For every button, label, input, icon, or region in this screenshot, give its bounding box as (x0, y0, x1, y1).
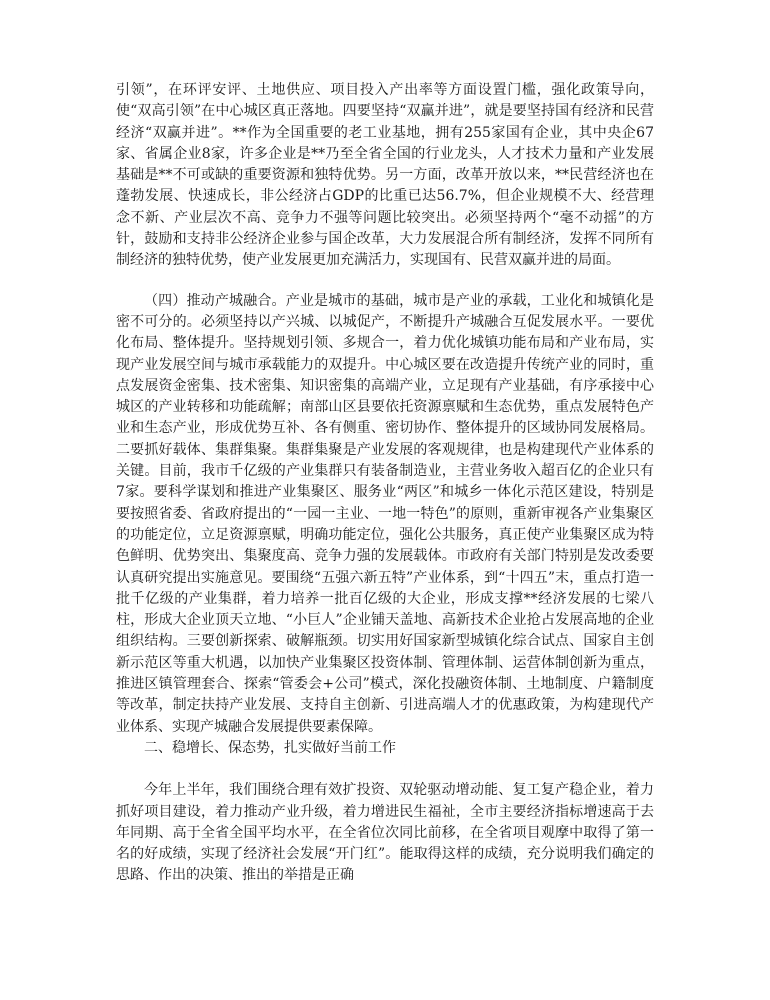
body-paragraph-3: 今年上半年，我们围绕合理有效扩投资、双轮驱动增动能、复工复产稳企业，着力抓好项目建设，着力推动产业升级，着力增进民生福祉，全市主要经济指标增速高于去年同期、高于全省全国平均水平，在全省位次同比前移，在全省项目观摩中取得了第一名的好成绩，实现了经济社会发展“开门红”。能取得这样的成绩，充分说明我们确定的思路、作出的决策、推出的举措是正确 (116, 782, 654, 884)
body-paragraph-1: 引领”，在环评安评、土地供应、项目投入产出率等方面设置门槛，强化政策导向，使“双高引领”在中心城区真正落地。四要坚持“双赢并进”，就是要坚持国有经济和民营经济“双赢并进”。**作为全国重要的老工业基地，拥有255家国有企业，其中央企67家、省属企业8家，许多企业是**乃至全省全国的行业龙头，人才技术力量和产业发展基础是**不可或缺的重要资源和独特优势。另一方面，改革开放以来，**民营经济也在蓬勃发展、快速成长，非公经济占GDP的比重已达56.7%，但企业规模不大、经营理念不新、产业层次不高、竞争力不强等问题比较突出。必须坚持两个“毫不动摇”的方针，鼓励和支持非公经济企业参与国企改革，大力发展混合所有制经济，发挥不同所有制经济的独特优势，使产业发展更加充满活力，实现国有、民营双赢并进的局面。 (116, 82, 654, 269)
document-page (116, 80, 654, 887)
section-heading: 二、稳增长、保态势，扎实做好当前工作 (144, 739, 396, 756)
body-paragraph-2: （四）推动产城融合。产业是城市的基础，城市是产业的承载，工业化和城镇化是密不可分的。必须坚持以产兴城、以城促产，不断提升产城融合互促发展水平。一要优化布局、整体提升。坚持规划引领、多规合一，着力优化城镇功能布局和产业布局，实现产业发展空间与城市承载能力的双提升。中心城区要在改造提升传统产业的同时，重点发展资金密集、技术密集、知识密集的高端产业，立足现有产业基础，有序承接中心城区的产业转移和功能疏解；南部山区县要依托资源禀赋和生态优势，重点发展特色产业和生态产业，形成优势互补、各有侧重、密切协作、整体提升的区域协同发展格局。二要抓好载体、集群集聚。集群集聚是产业发展的客观规律，也是构建现代产业体系的关键。目前，我市千亿级的产业集群只有装备制造业，主营业务收入超百亿的企业只有7家。要科学谋划和推进产业集聚区、服务业“两区”和城乡一体化示范区建设，特别是要按照省委、省政府提出的“一园一主业、一地一特色”的原则，重新审视各产业集聚区的功能定位，立足资源禀赋，明确功能定位，强化公共服务，真正使产业集聚区成为特色鲜明、优势突出、集聚度高、竞争力强的发展载体。市政府有关部门特别是发改委要认真研究提出实施意见。要围绕“五强六新五特”产业体系，到“十四五”末，重点打造一批千亿级的产业集群，着力培养一批百亿级的大企业，形成支撑**经济发展的七梁八柱，形成大企业顶天立地、“小巨人”企业铺天盖地、高新技术企业抢占发展高地的企业组织结构。三要创新探索、破解瓶颈。切实用好国家新型城镇化综合试点、国家自主创新示范区等重大机遇，以加快产业集聚区投资体制、管理体制、运营体制创新为重点，推进区镇管理套合、探索“管委会+公司”模式，深化投融资体制、土地制度、户籍制度等改革，制定扶持产业发展、支持自主创新、引进高端人才的优惠政策，为构建现代产业体系、实现产城融合发展提供要素保障。 (116, 292, 654, 735)
